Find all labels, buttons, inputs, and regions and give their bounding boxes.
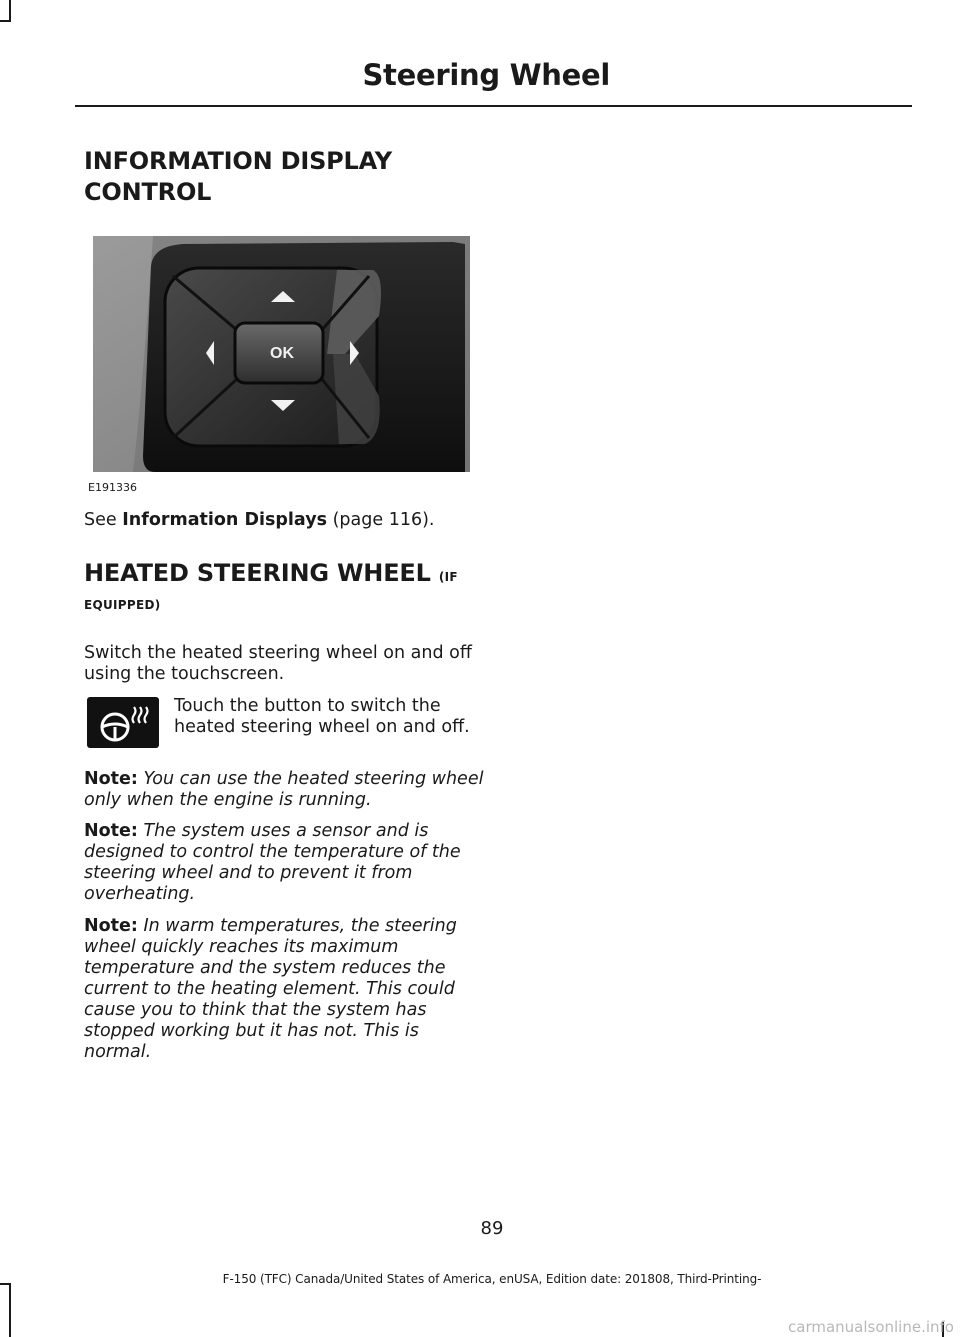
see-prefix: See [84,510,117,530]
ok-button-label: OK [270,345,294,362]
see-reference [84,510,434,531]
icon-caption: Touch the button to switch the heated steering wheel on and off. [174,696,470,737]
crop-mark [9,0,11,20]
crop-mark [0,20,11,22]
watermark: carmanualsonline.info [788,1318,954,1336]
heading-suffix: (IF [438,570,458,584]
note-label: Note: [84,769,138,789]
note-2 [84,821,484,905]
page-header-title: Steering Wheel [362,58,610,92]
page-number: 89 [480,1218,504,1239]
heading-main: HEATED STEERING WHEEL [84,559,431,587]
note-text: The system uses a sensor and is designed to control the temperature of the steering wheel and to prevent it from overheating. [84,821,461,904]
figure-code: E191336 [88,481,137,494]
crop-mark [9,1283,11,1337]
heated-steering-wheel-icon [87,697,159,748]
see-link[interactable]: Information Displays [122,510,328,530]
note-text: You can use the heated steering wheel only when the engine is running. [84,769,484,810]
note-label: Note: [84,916,138,936]
note-text: In warm temperatures, the steering wheel quickly reaches its maximum temperature and the system reduces the current to the heating element. This could cause you to think that the system has stopped working but it has not. This is normal. [84,916,457,1062]
note-1 [84,769,484,811]
edition-footer: F-150 (TFC) Canada/United States of America, enUSA, Edition date: 201808, Third-Printing- [222,1272,762,1286]
see-suffix: (page 116). [332,510,435,530]
heading-suffix-line2: EQUIPPED) [84,598,161,612]
steering-wheel-control-figure [93,236,470,472]
note-label: Note: [84,821,138,841]
intro-paragraph: Switch the heated steering wheel on and off using the touchscreen. [84,643,472,684]
header-rule [75,105,912,107]
section-heading-heated-steering-wheel [84,559,458,587]
note-3 [84,916,484,1063]
section-heading-information-display-control: INFORMATION DISPLAY CONTROL [84,147,392,206]
